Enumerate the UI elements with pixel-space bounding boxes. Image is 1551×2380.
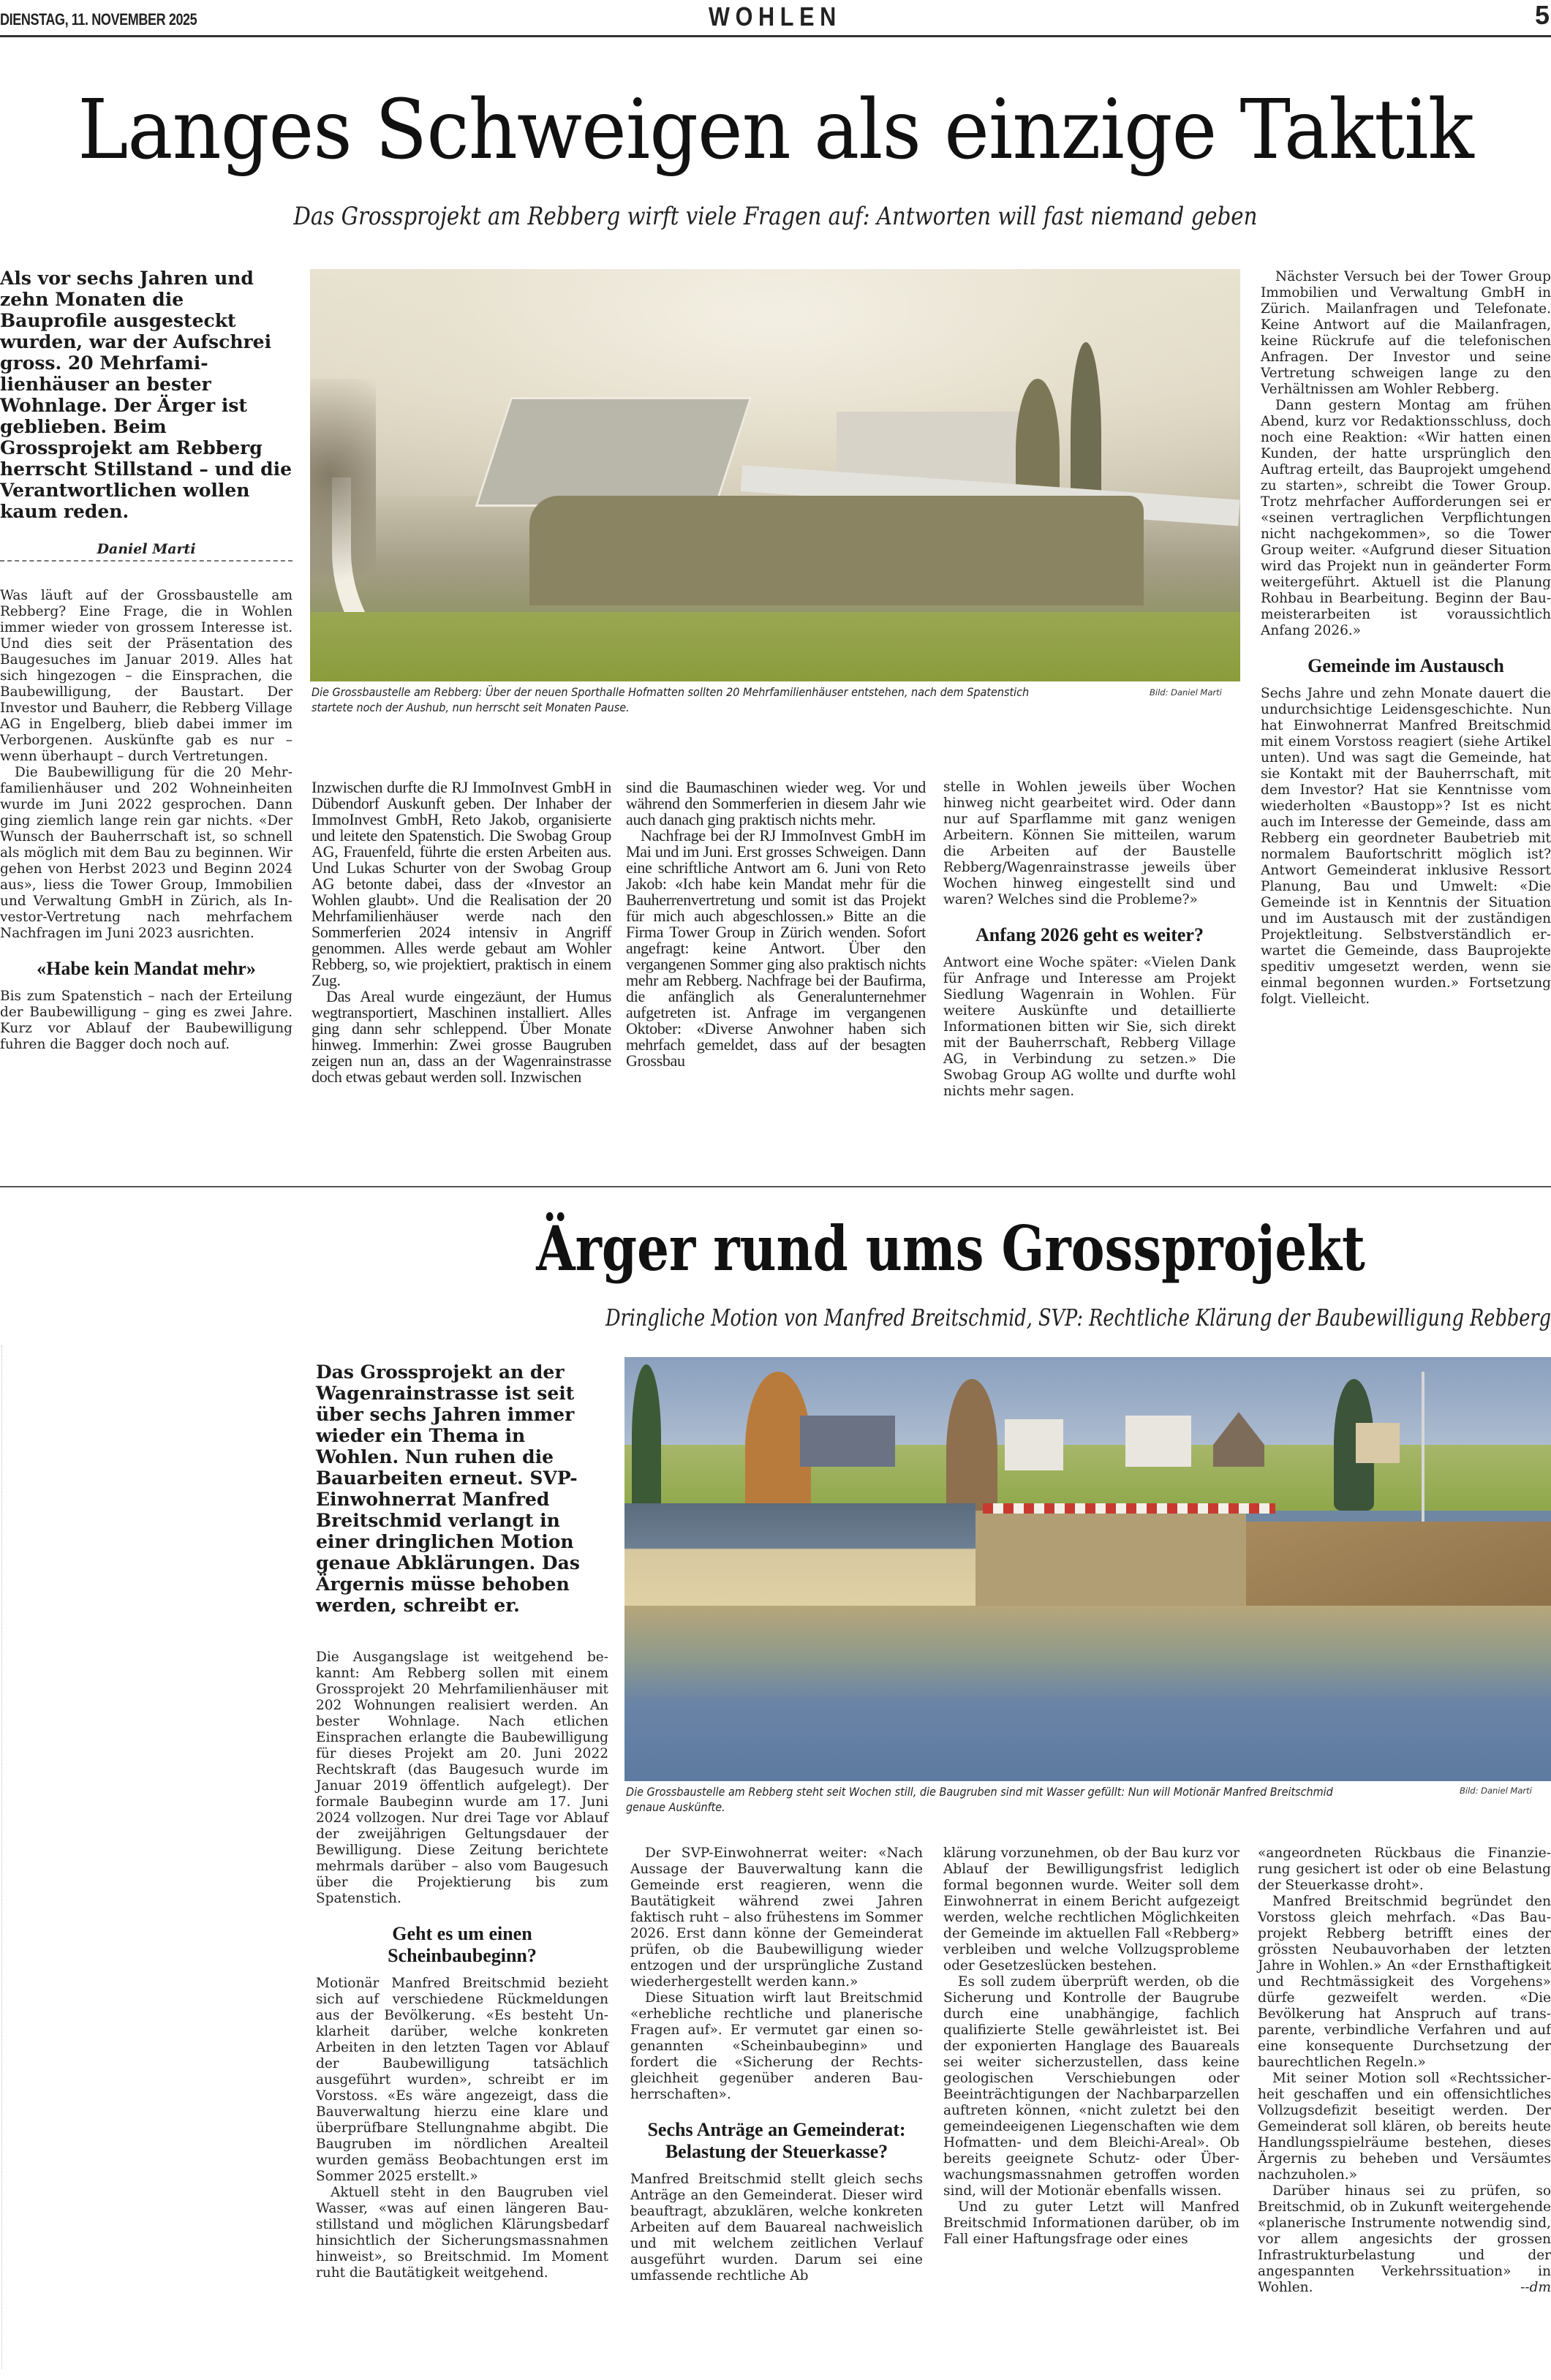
- article2-col4: [1258, 1846, 1551, 2296]
- paragraph-text: Darüber hinaus sei zu prüfen, so Breitschmid, ob in Zukunft weitergehende «planerische Instrumente notwendig sind, vor allem angesichts der grossen Infrastrukturbelastung und der angespannten Verkehrssituation» in Wohlen.: [1258, 2183, 1551, 2295]
- article2-col1-body: [316, 1650, 608, 2281]
- paragraph: Manfred Breitschmid stellt gleich sechs Anträge an den Gemeinderat. Dieser wird beauftragt, abzuklären, welche konkreten Arbeiten auf dem Bauareal nachweislich und mit welchem zeitlichen Verlauf ausgeführt wurden. Darum sei eine umfassende rechtliche Ab: [630, 2172, 923, 2283]
- author-signoff: --dm: [1520, 2280, 1551, 2295]
- article2-photo-flooded-pit: [624, 1357, 1551, 1781]
- article2-lead: Das Grossprojekt an der Wagenrainstrasse ist seit über sechs Jahren immer wieder ein Thema in Wohlen. Nun ruhen die Bauarbeiten erneut. SVP-Einwohnerrat Manfred Breitschmid verlangt in einer dringlichen Motion genaue Abklärungen. Das Ärgernis müsse behoben werden, schreibt er.: [316, 1361, 580, 1616]
- paragraph: klärung vorzunehmen, ob der Bau kurz vor Ablauf der Bewilligungsfrist lediglich formal begonnen wurde. Weiter soll dem Einwohnerrat in einem Bericht aufgezeigt werden, welche rechtlichen Möglichkeiten der Gemeinde im aktuellen Fall «Rebberg» verbleiben und welche Vollzugsprobleme oder Gesetzeslücken bestehen.: [943, 1846, 1239, 1973]
- paragraph: Antwort eine Woche später: «Vielen Dank für Anfrage und Interesse am Projekt Siedlung Wagenrain in Wohlen. Für weitere Auskünfte und detaillierte Informationen bitten wir Sie, sich direkt mit der Bauherrschaft, Rebberg Village AG, in Verbindung zu setzen.» Die Swobag Group AG wollte und durfte wohl nichts mehr sagen.: [943, 955, 1236, 1099]
- byline-rule: [0, 560, 293, 562]
- article1-subhead-anfang-2026: Anfang 2026 geht es weiter?: [975, 924, 1204, 945]
- article1-subhead-gemeinde: Gemeinde im Austausch: [1307, 655, 1504, 676]
- sports-hall-shape: [475, 397, 752, 507]
- article2-col1: [316, 1361, 608, 2281]
- paragraph: Motionär Manfred Breitschmid bezieht sich auf verschiedene Rückmeldungen aus der Bevölkerung. «Es besteht Unklarheit darüber, welche konkreten Arbeiten in den letzten Tagen vor Ablauf der Baubewilligung tatsächlich ausgeführt wurden», schreibt er im Vorstoss. «Es wäre angezeigt, dass die Bauverwaltung hierzu eine klare und überprüfbare Stellungnahme abgibt. Die Baugruben im nördlichen Arealteil wurden gemäss Beobachtungen erst im Sommer 2025 erstellt.»: [316, 1976, 608, 2184]
- article2-photo-credit: Bild: Daniel Marti: [1460, 1786, 1532, 1796]
- paragraph: sind die Baumaschinen wieder weg. Vor und während den Sommerferien in diesem Jahr wie auch danach ging praktisch nichts mehr.: [626, 778, 926, 828]
- article1-photo-construction-site: [310, 269, 1240, 681]
- paragraph: stelle in Wohlen jeweils über Wochen hinweg nicht gearbeitet wird. Oder dann nur auf Sparflamme mit ganz wenigen Arbeitern. Können Sie mitteilen, warum die Arbeiten auf der Baustelle Rebberg/Wagenrainstrasse jeweils über Wochen hinweg eingestellt sind und waren? Welches sind die Probleme?»: [943, 779, 1236, 907]
- paragraph: Die Baubewilligung für die 20 Mehrfamilienhäuser und 202 Wohneinheiten wurde im Juni 2022 gesprochen. Dann ging ziemlich lange rein gar nichts. «Der Wunsch der Bauherrschaft ist, so schnell als möglich mit dem Bau zu beginnen. Wir gehen von Herbst 2023 und Beginn 2024 aus», liess die Tower Group, Immobilien und Verwaltung GmbH in Zürich, als Investor-Vertretung nach mehrfachem Nachfragen im Juni 2023 ausrichten.: [0, 765, 293, 941]
- paragraph: «angeordneten Rückbaus die Finanzierung gesichert ist oder ob eine Belastung der Steuerkasse droht».: [1258, 1846, 1551, 1893]
- section-divider: [0, 1186, 1551, 1187]
- paragraph: Sechs Jahre und zehn Monate dauert die undurchsichtige Leidensgeschichte. Nun hat Einwohnerrat Manfred Breitschmid mit einem Vorstoss reagiert (siehe Artikel unten). Und was sagt die Gemeinde, hat sie Kontakt mit der Bauherrschaft, mit dem Investor? Hat sie Kenntnisse vom wiederholten «Baustopp»? Ist es nicht auch im Interesse der Gemeinde, dass am Rebberg ein geordneter Baubetrieb mit normalem Baufortschritt möglich ist? Antwort Gemeinderat inklusive Ressort Planung, Bau und Umwelt: «Die Gemeinde ist in Kenntnis der Situation und im Austausch mit der zuständigen Projektleitung. Selbstverständlich erwartet die Gemeinde, dass Bauprojekte speditiv umgesetzt werden, wenn sie einmal begonnen wurden.» Fortsetzung folgt. Vielleicht.: [1261, 686, 1551, 1007]
- paragraph: Manfred Breitschmid begründet den Vorstoss gleich mehrfach. «Das Bauprojekt Rebberg betrifft eines der grössten Neubauvorhaben der letzten Jahre in Wohlen.» An «der Ernsthaftigkeit und Rechtmässigkeit des Vorgehens» dürfe gezweifelt werden. «Die Bevölkerung hat Anspruch auf transparente, verbindliche Verfahren und auf eine konsequente Durchsetzung der baurechtlichen Regeln.»: [1258, 1894, 1551, 2070]
- masthead-rule: [0, 35, 1551, 37]
- article1-col1: [0, 588, 293, 1053]
- paragraph: Mit seiner Motion soll «Rechtssicherheit geschaffen und ein offensichtliches Vollzugsdefizit beseitigt werden. Der Gemeinderat soll klären, ob bereits heute Handlungsspielräume bestehen, dieses Ärgernis zu beheben und Versäumtes nachzuholen.»: [1258, 2071, 1551, 2183]
- article1-col2: [312, 779, 611, 1085]
- paragraph: Nachfrage bei der RJ ImmoInvest GmbH im Mai und im Juni. Erst grosses Schweigen. Dann eine schriftliche Antwort am 6. Juni von Reto Jakob: «Ich habe kein Mandat mehr für die Bauherrenvertretung und somit ist das Projekt für mich auch abgeschlossen.» Bitte an die Firma Tower Group in Zürich wenden. Sofort angefragt: keine Antwort. Über den vergangenen Sommer ging also praktisch nichts mehr am Rebberg. Nachfrage bei der Baufirma, die anfänglich als Generalunternehmer aufgetreten ist. Anfrage im vergangenen Oktober: «Diverse Anwohner haben sich mehrfach gemeldet, dass auf der besagten Grossbau: [626, 826, 926, 1070]
- article1-photo-caption: Die Grossbaustelle am Rebberg: Über der neuen Sporthalle Hofmatten sollten 20 Mehrfamilienhäuser entstehen, nach dem Spatenstich startete noch der Aushub, nun herrscht seit Monaten Pause.: [312, 685, 1030, 714]
- article1-left-column: [0, 268, 293, 1053]
- paragraph: Inzwischen durfte die RJ ImmoInvest GmbH in Dübendorf Auskunft geben. Der Inhaber der ImmoInvest GmbH, Reto Jakob, organisierte und leitete den Spatenstich. Die Swobag Group AG, Frauenfeld, führte die ersten Arbeiten aus. Und Lukas Schurter von der Swobag Group AG betonte dabei, dass der «Investor an Wohlen glaubt». Und die Realisation der 20 Mehrfamilienhäuser werde nach den Sommerferien 2024 intensiv in Angriff genommen. Alles werde gebaut am Wohler Rebberg, so, wie projektiert, praktisch in einem Zug.: [312, 778, 611, 989]
- paragraph: Bis zum Spatenstich – nach der Erteilung der Baubewilligung – ging es zwei Jahre. Kurz vor Ablauf der Baubewilligung fuhren die Bagger doch noch auf.: [0, 989, 293, 1052]
- masthead-date: DIENSTAG, 11. NOVEMBER 2025: [0, 10, 197, 29]
- article2-photo-caption: Die Grossbaustelle am Rebberg steht seit Wochen still, die Baugruben sind mit Wasser gefüllt: Nun will Motionär Manfred Breitschmid genaue Auskünfte.: [626, 1785, 1333, 1814]
- article1-headline: Langes Schweigen als einzige Taktik: [78, 83, 1473, 178]
- masthead-section: WOHLEN: [709, 1, 842, 31]
- article2-col2: [630, 1846, 923, 2284]
- article1-subheadline: Das Grossprojekt am Rebberg wirft viele Fragen auf: Antworten will fast niemand geben: [293, 202, 1258, 231]
- article1-photo-credit: Bild: Daniel Marti: [1150, 687, 1222, 698]
- adjacent-page-fragment: [1, 1345, 6, 2369]
- paragraph: Der SVP-Einwohnerrat weiter: «Nach Aussage der Bauverwaltung kann die Gemeinde erst reagieren, wenn die Bautätigkeit während zwei Jahren faktisch ruht – also frühestens im Sommer 2026. Erst dann könne der Gemeinderat prüfen, ob die Baubewilligung wieder entzogen und der ursprüngliche Zustand wiederhergestellt werden kann.»: [630, 1846, 923, 1990]
- article2-col3: [943, 1846, 1239, 2248]
- article1-col5: [1261, 269, 1551, 1008]
- page-number: 5: [1534, 0, 1550, 30]
- paragraph: Es soll zudem überprüft werden, ob die Sicherung und Kontrolle der Baugrube durch eine unabhängige, fachlich qualifizierte Stelle gewährleistet ist. Bei der exponierten Hanglage des Bauareals sei weiter sicherzustellen, dass keine geologischen Verschiebungen oder Beeinträchtigungen der Nachbarparzellen auftreten können, «nicht zuletzt bei den gemeindeeigenen Liegenschaften wie dem Hofmatten- und dem Bleichi-Areal». Ob bereits geeignete Schutz- oder Überwachungsmassnahmen getroffen worden sind, will der Motionär ebenfalls wissen.: [943, 1974, 1239, 2199]
- article1-subhead-mandat: «Habe kein Mandat mehr»: [37, 958, 256, 979]
- article1-col4: [943, 779, 1236, 1100]
- paragraph: Dann gestern Montag am frühen Abend, kurz vor Redaktionsschluss, doch noch eine Reaktion: «Wir hatten einen Kunden, der hatte ursprünglich den Auftrag erteilt, das Bauprojekt umgehend zu starten», schreibt die Tower Group. Trotz mehrfacher Aufforderungen sei er «seinen vertraglichen Verpflichtungen nicht nachgekommen», so die Tower Group weiter. «Aufgrund dieser Situation wird das Projekt nun in geänderter Form weitergeführt. Aktuell ist die Planung Rohbau in Bearbeitung. Beginn der Baumeisterarbeiten ist voraussichtlich Anfang 2026.»: [1261, 398, 1551, 638]
- paragraph: Aktuell steht in den Baugruben viel Wasser, «was auf einen längeren Baustillstand und möglichen Klärungsbedarf hinsichtlich der Sicherungsmassnahmen hinweist», so Breitschmid. Im Moment ruht die Bautätigkeit weitgehend.: [316, 2185, 608, 2281]
- paragraph: Was läuft auf der Grossbaustelle am Rebberg? Eine Frage, die in Wohlen immer wieder von grossem Interesse ist. Und dies seit der Präsentation des Baugesuches im Januar 2019. Alles hat sich hingezogen – die Einsprachen, die Baubewilligung, der Baustart. Der Investor und Bauherr, die Rebberg Village AG in Engelberg, blieb dabei immer im Verborgenen. Auskünfte gab es nur – wenn überhaupt – durch Vertretungen.: [0, 588, 293, 764]
- article2-subhead-antraege: Sechs Anträge an Gemeinderat: Belastung der Steuerkasse?: [647, 2119, 906, 2162]
- paragraph: [1258, 2183, 1551, 2296]
- paragraph: Nächster Versuch bei der Tower Group Immobilien und Verwaltung GmbH in Zürich. Mailanfragen und Telefonate. Keine Antwort auf die Mailanfragen, keine Rückrufe auf die telefonischen Anfragen. Der Investor und seine Vertretung schweigen lange zu den Verhältnissen am Wohler Rebberg.: [1261, 269, 1551, 397]
- paragraph: Das Areal wurde eingezäunt, der Humus wegtransportiert, Maschinen installiert. Alles ging dann sehr schleppend. Über Monate hinweg. Immerhin: Zwei grosse Baugruben zeigen nun an, dass an der Wagenrainstrasse doch etwas gebaut werden soll. Inzwischen: [312, 987, 611, 1086]
- article1-lead: Als vor sechs Jahren und zehn Monaten die Bauprofile ausgesteckt wurden, war der Aufschrei gross. 20 Mehrfamilienhäuser an bester Wohnlage. Der Ärger ist geblieben. Beim Grossprojekt am Rebberg herrscht Stillstand – und die Verantwortlichen wollen kaum reden.: [0, 268, 293, 522]
- paragraph: Und zu guter Letzt will Manfred Breitschmid Informationen darüber, ob im Fall einer Haftungsfrage oder eines: [943, 2199, 1239, 2247]
- paragraph: Diese Situation wirft laut Breitschmid «erhebliche rechtliche und planerische Fragen auf». Er vermutet gar einen sogenannten «Scheinbaubeginn» und fordert die «Sicherung der Rechtsgleichheit gegenüber anderen Bauherrschaften».: [630, 1990, 923, 2102]
- article2-subheadline: Dringliche Motion von Manfred Breitschmid, SVP: Rechtliche Klärung der Baubewilligung Rebberg: [605, 1304, 1551, 1331]
- article1-byline: Daniel Marti: [97, 541, 196, 557]
- paragraph: Die Ausgangslage ist weitgehend bekannt: Am Rebberg sollen mit einem Grossprojekt 20 Mehrfamilienhäuser mit 202 Wohnungen realisiert werden. An bester Wohnlage. Nach etlichen Einsprachen erlangte die Baubewilligung für dieses Projekt am 20. Juni 2022 Rechtskraft (das Baugesuch wurde im Januar 2019 öffentlich aufgelegt). Der formale Baubeginn wurde am 17. Juni 2024 vollzogen. Nur drei Tage vor Ablauf der zweijährigen Geltungsdauer der Bewilligung. Diese Zeitung berichtete mehrmals darüber – also vom Baugesuch über die Projektierung bis zum Spatenstich.: [316, 1650, 608, 1906]
- article2-subhead-scheinbaubeginn: Geht es um einen Scheinbaubeginn?: [388, 1923, 537, 1966]
- article1-col3: [626, 779, 926, 1069]
- article2-headline: Ärger rund ums Grossprojekt: [536, 1212, 1365, 1285]
